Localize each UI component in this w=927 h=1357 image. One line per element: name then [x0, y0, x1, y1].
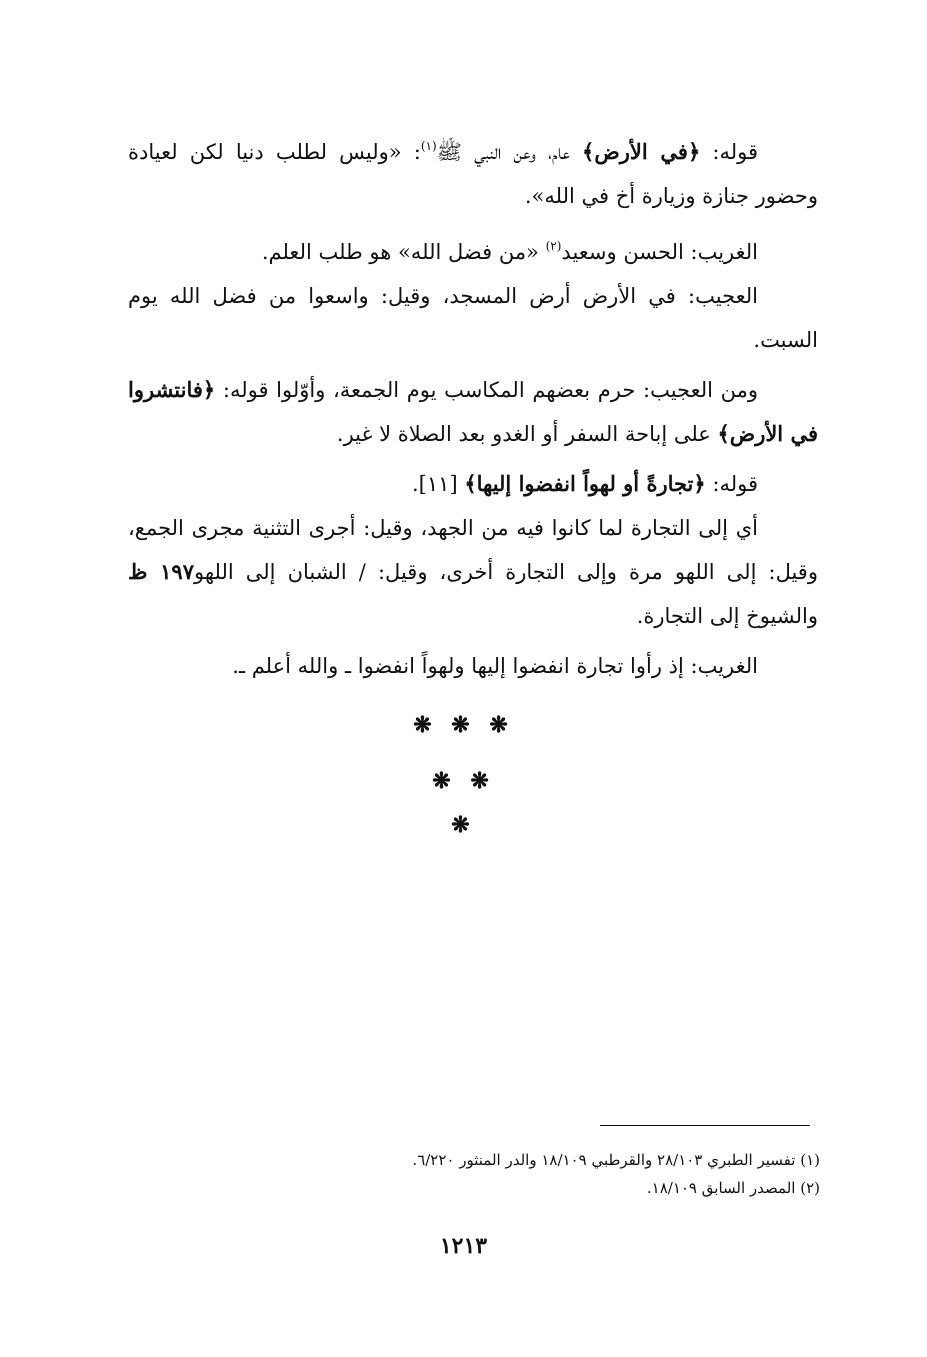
text-run: قوله: [700, 140, 758, 164]
text-run: عام، وعن النبي ﷺ [436, 140, 583, 164]
paragraph-4 [128, 368, 818, 456]
page-number: ١٢١٣ [439, 1233, 488, 1259]
footnote-1: (١) تفسير الطبري ٢٨/١٠٣ والقرطبي ١٨/١٠٩ والدر المنثور ٦/٢٢٠. [412, 1151, 820, 1169]
ornament-row-3: ❋ [451, 812, 476, 838]
text-run: على إباحة السفر أو الغدو بعد الصلاة لا غير. [336, 422, 718, 446]
paragraph-6 [128, 506, 818, 638]
main-text [128, 124, 818, 688]
footnote-marker: (٢) [545, 239, 562, 253]
paragraph-3: العجيب: في الأرض أرض المسجد، وقيل: واسعوا من فضل الله يوم السبت. [128, 284, 818, 352]
footnote-separator [600, 1125, 810, 1126]
text-run: قوله: [705, 472, 758, 496]
text-run: : «وليس لطلب دنيا لكن لعيادة وحضور جنازة وزيارة أخ في الله». [128, 140, 818, 208]
paragraph-5 [128, 462, 818, 506]
paragraph-2 [128, 224, 818, 274]
text-run: [١١]. [412, 472, 465, 496]
text-run: والشيوخ إلى التجارة. [636, 604, 818, 628]
ornament-row-1: ❋ ❋ ❋ [413, 712, 514, 738]
text-run: أي إلى التجارة لما كانوا فيه من الجهد، وقيل: أجرى التثنية مجرى الجمع، وقيل: إلى اللهو مرة وإلى التجارة أخرى، وقيل: / الشبان إلى اللهو [128, 516, 818, 584]
manuscript-folio-marker: ١٩٧ ظ [128, 559, 194, 584]
paragraph-7: الغريب: إذ رأوا تجارة انفضوا إليها ولهواً انفضوا ـ والله أعلم ـ. [232, 654, 758, 678]
paragraph-1 [128, 124, 818, 218]
quran-quote: ﴿فانتشروا في الأرض﴾ [128, 377, 818, 446]
footnotes [280, 1146, 820, 1202]
text-run: ومن العجيب: حرم بعضهم المكاسب يوم الجمعة، وأوّلوا قوله: [215, 378, 758, 402]
ornament-row-2: ❋ ❋ [432, 768, 495, 794]
quran-quote: ﴿في الأرض﴾ [582, 139, 701, 164]
footnote-marker: (١) [420, 139, 437, 153]
text-run: «من فضل الله» هو طلب العلم. [261, 240, 546, 264]
footnote-2: (٢) المصدر السابق ١٨/١٠٩. [646, 1179, 820, 1197]
text-run: الغريب: الحسن وسعيد [561, 240, 758, 264]
quran-quote: ﴿تجارةً أو لهواً انفضوا إليها﴾ [464, 471, 706, 496]
